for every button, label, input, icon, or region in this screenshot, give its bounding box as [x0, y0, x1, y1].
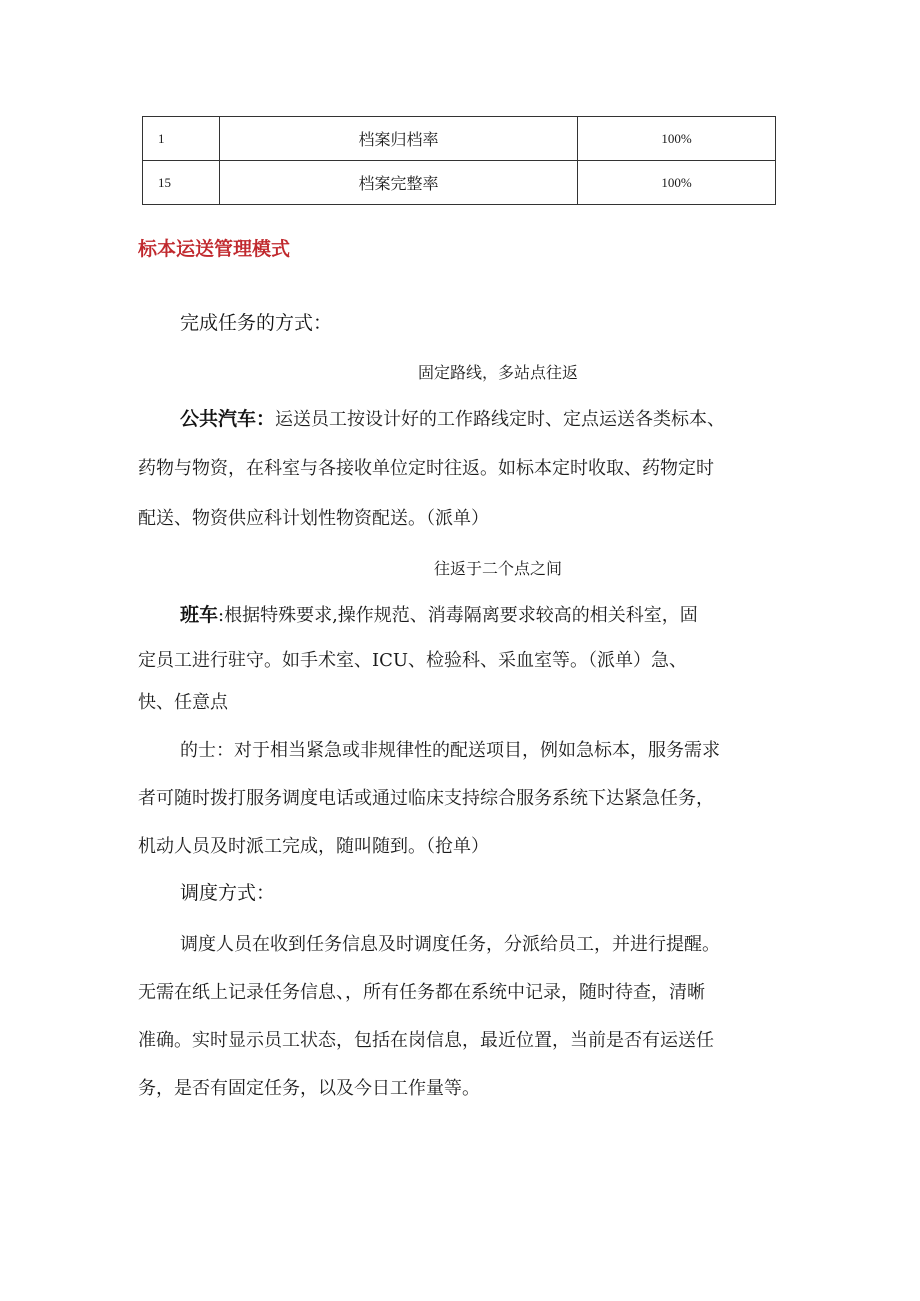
section-title: 标本运送管理模式: [138, 238, 291, 260]
taxi-paragraph-line: 机动人员及时派工完成，随叫随到。（抢单）: [138, 836, 489, 857]
shuttle-paragraph-line: 定员工进行驻守。如手术室、ICU、检验科、采血室等。（派单）急、: [138, 650, 688, 671]
bus-label: 公共汽车：: [180, 408, 276, 430]
taxi-paragraph-line: 者可随时拨打服务调度电话或通过临床支持综合服务系统下达紧急任务，: [138, 788, 714, 809]
row-number: 15: [143, 161, 220, 205]
shuttle-label: 班车: [180, 604, 219, 626]
indicator-name: 档案归档率: [220, 117, 578, 161]
bus-paragraph-line: 药物与物资，在科室与各接收单位定时往返。如标本定时收取、药物定时: [138, 458, 714, 479]
bus-text: 运送员工按设计好的工作路线定时、定点运送各类标本、: [275, 409, 726, 430]
table-row: [143, 161, 776, 205]
dispatch-heading: 调度方式：: [180, 882, 276, 904]
table-row: [143, 117, 776, 161]
dispatch-paragraph-line: 无需在纸上记录任务信息、，所有任务都在系统中记录，随时待查，清晰: [138, 982, 705, 1003]
taxi-paragraph-line: 的士：对于相当紧急或非规律性的配送项目，例如急标本，服务需求: [180, 740, 720, 761]
completion-heading: 完成任务的方式：: [180, 312, 333, 334]
shuttle-text: :根据特殊要求,操作规范、消毒隔离要求较高的相关科室，固: [218, 605, 698, 626]
shuttle-paragraph-line: 快、任意点: [138, 692, 228, 713]
bus-paragraph-line: [180, 404, 725, 431]
dispatch-paragraph-line: 务，是否有固定任务，以及今日工作量等。: [138, 1078, 480, 1099]
dispatch-paragraph-line: 准确。实时显示员工状态，包括在岗信息，最近位置，当前是否有运送任: [138, 1030, 714, 1051]
indicator-value: 100%: [578, 117, 776, 161]
row-number: 1: [143, 117, 220, 161]
shuttle-paragraph-line: [180, 600, 698, 627]
indicator-value: 100%: [578, 161, 776, 205]
shuttle-caption: 往返于二个点之间: [434, 559, 563, 578]
indicator-name: 档案完整率: [220, 161, 578, 205]
indicator-table: [142, 116, 776, 205]
dispatch-paragraph-line: 调度人员在收到任务信息及时调度任务，分派给员工，并进行提醒。: [180, 934, 720, 955]
bus-paragraph-line: 配送、物资供应科计划性物资配送。（派单）: [138, 508, 489, 529]
bus-caption: 固定路线，多站点往返: [418, 363, 579, 382]
